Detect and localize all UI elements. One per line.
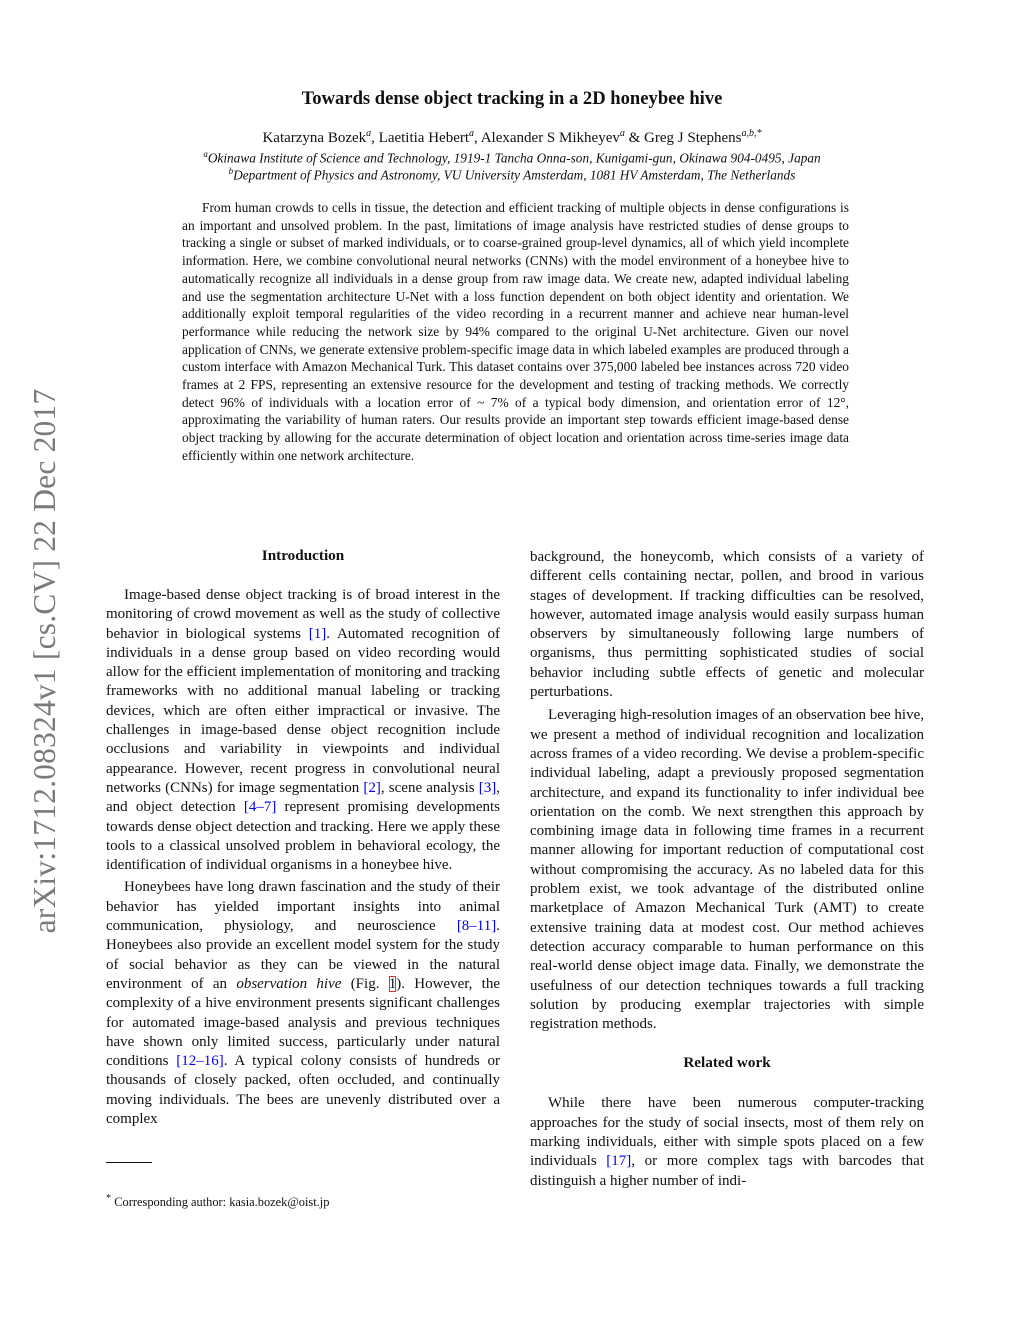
author-2: Laetitia Hebert$^a$,	[378, 128, 481, 146]
affiliation-b	[0, 166, 1024, 183]
text-run: . Honeybees also provide an excellent model system for the study of social behavior as they can be viewed in the natural environment of an	[106, 918, 500, 992]
introduction-continued	[530, 548, 924, 1034]
paragraph	[530, 548, 924, 702]
left-column	[106, 546, 500, 1133]
emphasis-text: observation hive	[236, 975, 342, 992]
citation-link[interactable]: [4–7]	[243, 799, 277, 816]
text-run: Image-based dense object tracking is of broad interest in the monitoring of crowd movement as well as the study of collective behavior in biological systems	[106, 587, 500, 642]
text-run: background, the honeycomb, which consists of a variety of different cells containing nectar, pollen, and brood in various stages of development. If tracking difficulties can be resolved, however, automated image analysis would easily surpass human observers by simultaneously following large numbers of organisms, thus permitting sophisticated studies of social behavior including subtle effects of genetic and molecular perturbations.	[530, 549, 924, 701]
paragraph	[106, 586, 500, 875]
affiliation-text: Okinawa Institute of Science and Technology, 1919-1 Tancha Onna-son, Kunigami-gun, Okinawa 904-0495, Japan	[207, 150, 821, 166]
author-list	[0, 128, 1024, 147]
paragraph	[106, 878, 500, 1129]
text-run: , and object detection	[106, 779, 500, 816]
footnote-mark: *	[106, 1193, 112, 1204]
footnote-rule	[106, 1162, 152, 1163]
text-run: While there have been numerous computer-tracking approaches for the study of social insects, most of them rely on marking individuals, either with simple spots placed on a few individuals	[530, 1095, 924, 1170]
section-heading-introduction: Introduction	[261, 547, 345, 564]
arxiv-identifier-stamp	[14, 352, 76, 970]
introduction-body	[106, 586, 500, 1129]
footnote	[106, 1193, 329, 1210]
text-run: . Automated recognition of individuals in a dense group based on video recording would allow for the efficient implementation of monitoring and tracking frameworks with no additional manual labeling or tracking devices, which are often either impractical or invasive. The challenges in image-based dense object recognition include occlusions and variability in viewpoints and individual appearance. However, recent progress in convolutional neural networks (CNNs) for image segmentation	[106, 625, 500, 796]
text-run: , scene analysis	[380, 779, 479, 796]
affiliation-text: Department of Physics and Astronomy, VU University Amsterdam, 1081 HV Amsterdam, The Netherlands	[233, 167, 796, 183]
citation-link[interactable]: [12–16]	[176, 1053, 224, 1070]
related-work-body	[530, 1094, 924, 1190]
text-run: Honeybees have long drawn fascination and the study of their behavior has yielded important insights into animal communication, physiology, and neuroscience	[106, 879, 500, 935]
affiliation-a	[0, 149, 1024, 166]
abstract: From human crowds to cells in tissue, the detection and efficient tracking of multiple objects in dense configurations is an important and unsolved problem. In the past, limitations of image analysis have restricted studies of dense groups to tracking a single or subset of marked individuals, or to coarse-grained group-level dynamics, all of which yield incomplete information. Here, we combine convolutional neural networks (CNNs) with the model environment of a honeybee hive to automatically recognize all individuals in a dense group from raw image data. We create new, adapted individual labeling and use the segmentation architecture U-Net with a loss function dependent on both object identity and orientation. We additionally exploit temporal regularities of the video recording in a recurrent manner and achieve near human-level performance while reducing the network size by 94% compared to the original U-Net architecture. Given our novel application of CNNs, we generate extensive problem-specific image data in which labeled examples are produced through a custom interface with Amazon Mechanical Turk. This dataset contains over 375,000 labeled bee instances across 720 video frames at 2 FPS, representing an extensive resource for the development and testing of tracking methods. We correctly detect 96% of individuals with a location error of ~ 7% of a typical body dimension, and orientation error of 12°, approximating the variability of human raters. Our results provide an important step towards efficient image-based dense object tracking by allowing for the accurate determination of object location and orientation across time-series image data efficiently within one network architecture.	[182, 200, 849, 463]
affiliation-mark: b	[228, 166, 234, 176]
citation-link[interactable]: [8–11]	[456, 918, 497, 935]
author-4: Greg J Stephens$^{a,b,*}$	[644, 128, 762, 146]
paper-title: Towards dense object tracking in a 2D honeybee hive	[301, 88, 723, 109]
footnote-text: Corresponding author: kasia.bozek@oist.jp	[114, 1195, 330, 1210]
text-run: , or more complex tags with barcodes that distinguish a higher number of indi-	[530, 1153, 924, 1189]
citation-link[interactable]: [1]	[308, 625, 327, 642]
paragraph	[530, 706, 924, 1034]
author-1: Katarzyna Bozek$^a$,	[262, 128, 379, 146]
text-run: Leveraging high-resolution images of an observation bee hive, we present a method of individual recognition and localization across frames of a video recording. We devise a problem-specific individual labeling, adapt a previously proposed segmentation architecture, and expand its functionality to infer individual bee orientation on the comb. We next strengthen this approach by combining image data in following time frames in a recurrent manner allowing for important reduction of computational cost without compromising the accuracy. As no labeled data for this problem exist, we took advantage of the distributed online marketplace of Amazon Mechanical Turk (AMT) to create extensive training data at modest cost. Our method achieves detection accuracy comparable to human performance on this real-world dense object image data. Finally, we demonstrate the usefulness of our detection techniques towards a full tracking solution by producing exemplar trajectories with simple registration methods.	[530, 707, 924, 1033]
citation-link[interactable]: [3]	[478, 779, 497, 796]
arxiv-id-text: arXiv:1712.08324v1 [cs.CV] 22 Dec 2017	[27, 388, 62, 934]
citation-link[interactable]: [2]	[363, 779, 381, 796]
text-run: (Fig.	[341, 975, 389, 992]
text-run: represent promising developments towards dense object detection and tracking. Here we apply these tools to a classical unsolved problem in behavioral ecology, the identification of individual organisms in a honeybee hive.	[106, 799, 500, 874]
affiliation-mark: a	[203, 149, 208, 159]
citation-link[interactable]: [17]	[606, 1153, 632, 1170]
text-run: . A typical colony consists of hundreds or thousands of closely packed, often occluded, and continually moving individuals. The bees are unevenly distributed over a complex	[106, 1053, 501, 1128]
text-run: ). However, the complexity of a hive environment presents significant challenges for automated image-based analysis and previous techniques have shown only limited success, particularly under natural conditions	[106, 975, 500, 1070]
section-heading-related-work: Related work	[683, 1054, 771, 1072]
right-column	[530, 548, 924, 1195]
paragraph	[530, 1094, 924, 1190]
author-3: Alexander S Mikheyev$^a$ &	[480, 128, 645, 146]
figure-link[interactable]: 1	[388, 975, 397, 992]
